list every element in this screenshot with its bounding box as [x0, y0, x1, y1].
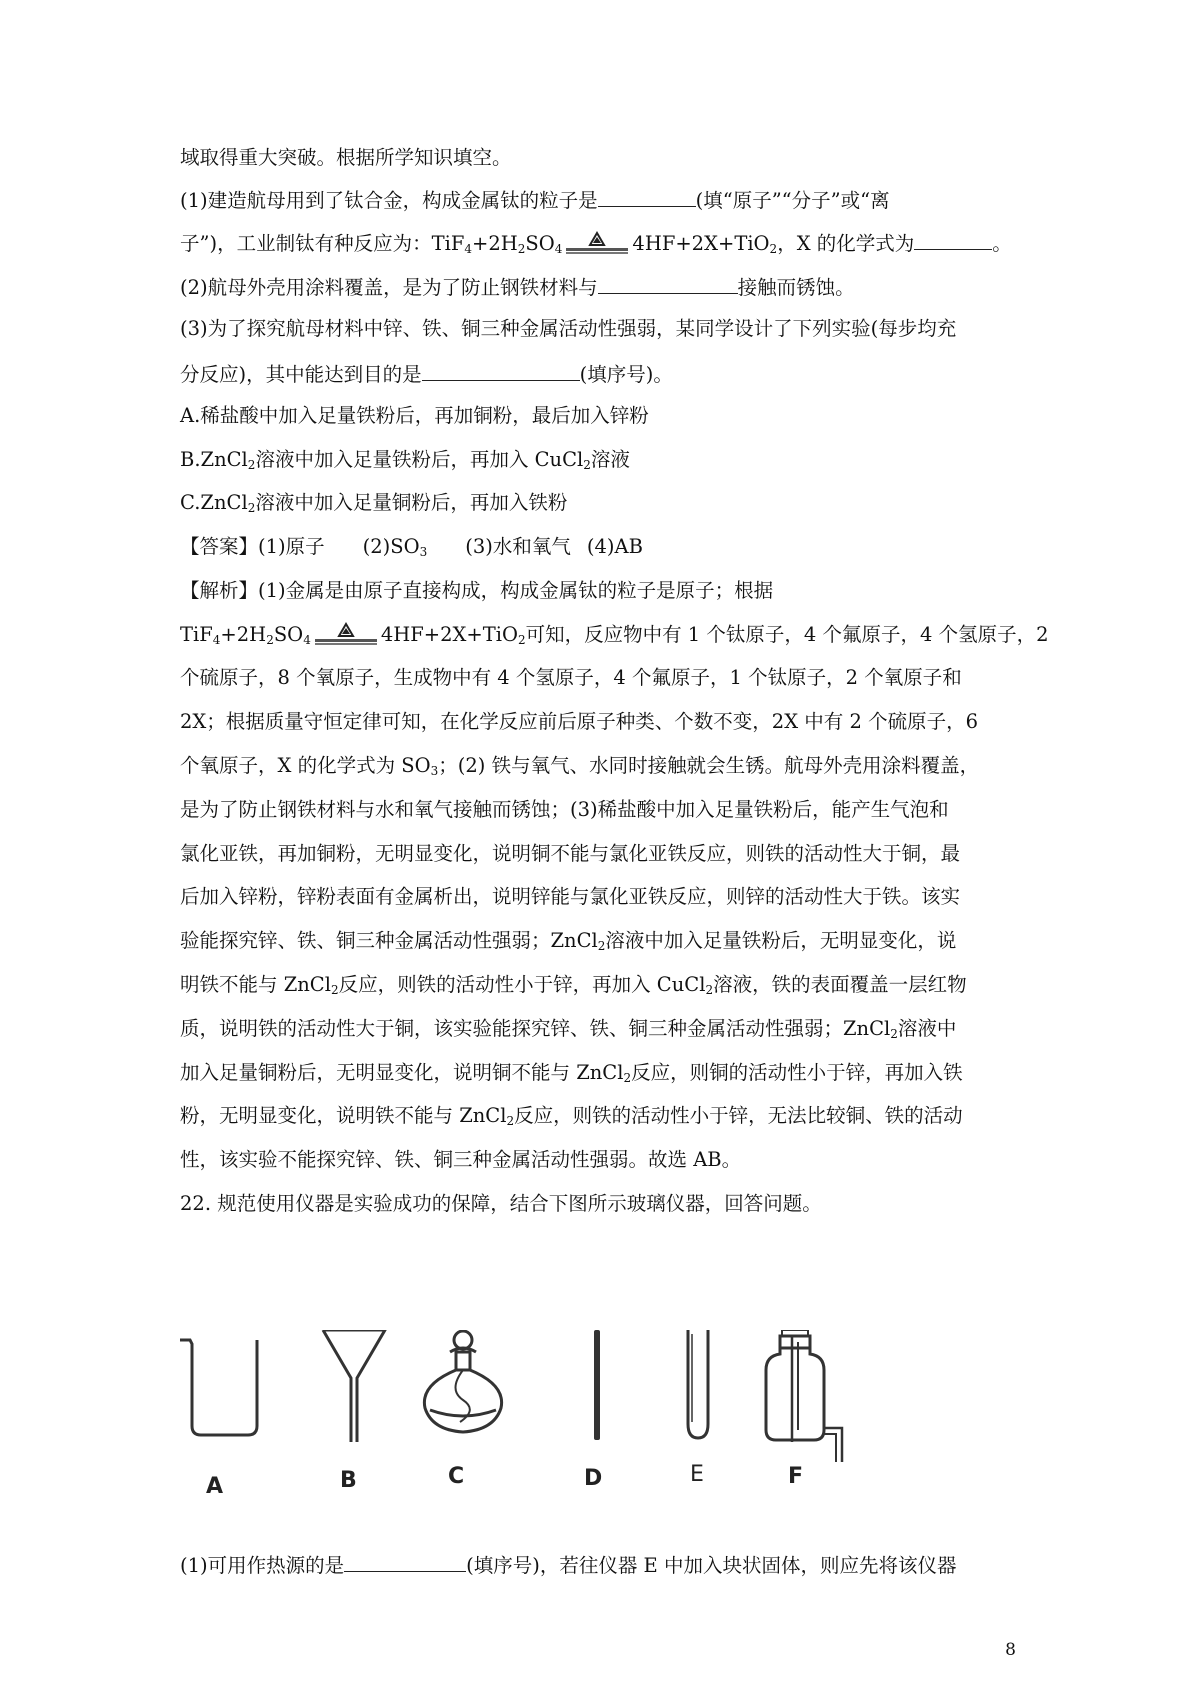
figure-label-d: D	[584, 1466, 603, 1491]
glassware-drawings	[180, 1330, 940, 1520]
heating-arrow-icon	[564, 230, 630, 256]
alcohol-lamp-icon	[424, 1331, 501, 1432]
funnel-icon	[323, 1330, 385, 1442]
analysis-line-12: 加入足量铜粉后，无明显变化，说明铜不能与 ZnCl$_2$反应，则铜的活动性小于锌，再加入铁	[180, 1061, 963, 1085]
glassware-figure	[180, 1330, 940, 1520]
option-c: C.ZnCl$_2$溶液中加入足量铜粉后，再加入铁粉	[180, 491, 568, 515]
question-22-stem: 22. 规范使用仪器是实验成功的保障，结合下图所示玻璃仪器，回答问题。	[180, 1192, 822, 1215]
analysis-line-13: 粉，无明显变化，说明铁不能与 ZnCl$_2$反应，则铁的活动性小于锌，无法比较铜、铁的活动	[180, 1104, 963, 1128]
analysis-line-14: 性，该实验不能探究锌、铁、铜三种金属活动性强弱。故选 AB。	[180, 1148, 742, 1171]
question-22-part-1: (1)可用作热源的是 (填序号)，若往仪器 E 中加入块状固体，则应先将该仪器	[180, 1549, 1030, 1581]
analysis-line-6: 是为了防止钢铁材料与水和氧气接触而锈蚀；(3)稀盐酸中加入足量铁粉后，能产生气泡和	[180, 798, 949, 821]
analysis-line-2: $TiF_4+2H_2SO_4$ 4HF+2X+TiO$_2$可知，反应物中有 1 个钛原子，4 个氟原子，4 个氢原子，2	[180, 623, 1049, 647]
analysis-line-10: 明铁不能与 ZnCl$_2$反应，则铁的活动性小于锌，再加入 CuCl$_2$溶液，铁的表面覆盖一层红物	[180, 973, 967, 997]
figure-label-c: C	[448, 1464, 465, 1489]
answer-blank	[598, 184, 696, 207]
analysis-line-4: 2X；根据质量守恒定律可知，在化学反应前后原子种类、个数不变，2X 中有 2 个硫原子，6	[180, 710, 978, 733]
analysis-line-5: 个氧原子，X 的化学式为 $SO_3$；(2) 铁与氧气、水同时接触就会生锈。航母外壳用涂料覆盖，	[180, 754, 980, 778]
option-b: B.ZnCl$_2$溶液中加入足量铁粉后，再加入 CuCl$_2$溶液	[180, 448, 630, 472]
question-1-line-1: (1)建造航母用到了钛合金，构成金属钛的粒子是 (填“原子”“分子”或“离	[180, 184, 1030, 216]
heating-arrow-icon	[313, 621, 379, 647]
intro-line: 域取得重大突破。根据所学知识填空。	[180, 146, 512, 169]
analysis-line-3: 个硫原子，8 个氧原子，生成物中有 4 个氢原子，4 个氟原子，1 个钛原子，2 个氧原子和	[180, 666, 962, 689]
analysis-line-9: 验能探究锌、铁、铜三种金属活动性强弱；ZnCl$_2$溶液中加入足量铁粉后，无明显变化，说	[180, 929, 957, 953]
answer-blank	[344, 1549, 466, 1572]
test-tube-icon	[688, 1330, 708, 1438]
question-3-line-1: (3)为了探究航母材料中锌、铁、铜三种金属活动性强弱，某同学设计了下列实验(每步均充	[180, 317, 957, 340]
answer-blank	[598, 271, 738, 294]
analysis-line-11: 质，说明铁的活动性大于铜，该实验能探究锌、铁、铜三种金属活动性强弱；ZnCl$_2$溶液中	[180, 1017, 957, 1041]
answer-line: 【答案】(1)原子 $(2)SO_3$ (3)水和氧气 (4)AB	[180, 535, 643, 559]
answer-blank	[422, 358, 580, 381]
analysis-line-7: 氯化亚铁，再加铜粉，无明显变化，说明铜不能与氯化亚铁反应，则铁的活动性大于铜，最	[180, 842, 961, 865]
answer-blank	[914, 227, 992, 250]
beaker-icon	[180, 1340, 257, 1435]
figure-label-a: A	[206, 1474, 224, 1499]
figure-label-b: B	[340, 1468, 357, 1493]
analysis-line-1: 【解析】(1)金属是由原子直接构成，构成金属钛的粒子是原子；根据	[180, 579, 774, 602]
question-3-line-2: 分反应)，其中能达到目的是 (填序号)。	[180, 358, 1030, 390]
question-2-line: (2)航母外壳用涂料覆盖，是为了防止钢铁材料与 接触而锈蚀。	[180, 271, 1030, 303]
question-1-line-2: 子”)，工业制钛有种反应为：$TiF_4+2H_2SO_4$ 4HF+2X+TiO$_2$，X 的化学式为 。	[180, 227, 1030, 259]
page-number: 8	[1005, 1640, 1016, 1660]
gas-washing-bottle-icon	[766, 1330, 842, 1462]
analysis-line-8: 后加入锌粉，锌粉表面有金属析出，说明锌能与氯化亚铁反应，则锌的活动性大于铁。该实	[180, 885, 961, 908]
glass-rod-icon	[594, 1330, 600, 1440]
option-a: A.稀盐酸中加入足量铁粉后，再加铜粉，最后加入锌粉	[180, 404, 649, 427]
figure-label-f: F	[788, 1464, 804, 1489]
figure-label-e: E	[690, 1462, 704, 1487]
